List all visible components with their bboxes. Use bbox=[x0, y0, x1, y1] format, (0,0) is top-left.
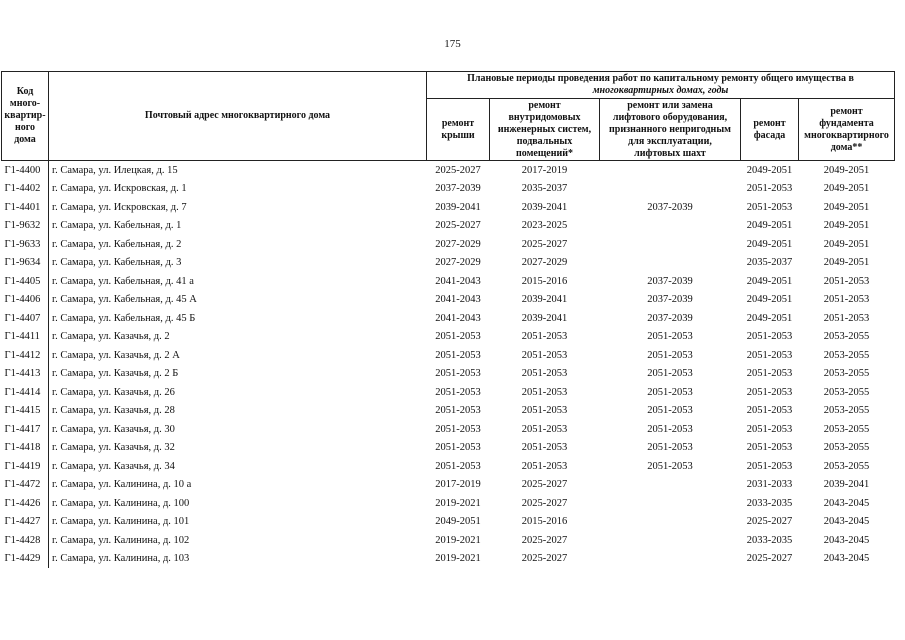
house-code-cell: Г1-4405 bbox=[2, 272, 49, 291]
facade-period-cell: 2033-2035 bbox=[746, 534, 793, 546]
systems-period-cell: 2025-2027 bbox=[521, 238, 568, 250]
roof-period-cell: 2051-2053 bbox=[435, 423, 481, 435]
roof-period-cell: 2027-2029 bbox=[435, 257, 481, 269]
table-row bbox=[2, 476, 895, 495]
systems-period-cell: 2039-2041 bbox=[521, 312, 568, 324]
address-cell: г. Самара, ул. Казачья, д. 26 bbox=[52, 386, 175, 398]
systems-period-cell: 2025-2027 bbox=[521, 497, 568, 509]
address-cell: г. Самара, ул. Кабельная, д. 1 bbox=[52, 220, 182, 232]
address-cell: г. Самара, ул. Казачья, д. 30 bbox=[52, 423, 175, 435]
roof-period-cell: 2019-2021 bbox=[435, 553, 481, 565]
table-row bbox=[2, 198, 895, 217]
header-line: помещений* bbox=[516, 147, 573, 159]
header-line: для эксплуатации, bbox=[628, 135, 712, 147]
header-facade-repair bbox=[741, 99, 799, 161]
facade-period-cell: 2049-2051 bbox=[746, 238, 793, 250]
facade-period-cell: 2025-2027 bbox=[746, 516, 793, 528]
header-line: квартир- bbox=[4, 110, 46, 121]
foundation-period-cell: 2051-2053 bbox=[823, 294, 870, 306]
foundation-period-cell: 2043-2045 bbox=[823, 534, 870, 546]
table-row bbox=[2, 383, 895, 402]
roof-period-cell: 2027-2029 bbox=[435, 238, 481, 250]
foundation-period-cell: 2039-2041 bbox=[823, 479, 870, 491]
address-cell: г. Самара, ул. Калинина, д. 102 bbox=[52, 534, 190, 546]
table-row bbox=[2, 272, 895, 291]
address-cell: г. Самара, ул. Кабельная, д. 45 Б bbox=[52, 312, 196, 324]
systems-period-cell: 2017-2019 bbox=[521, 164, 568, 176]
elevator-period-cell bbox=[600, 180, 741, 199]
foundation-period-cell: 2053-2055 bbox=[823, 423, 870, 435]
roof-period-cell: 2017-2019 bbox=[435, 479, 481, 491]
house-code-cell: Г1-4427 bbox=[2, 513, 49, 532]
header-line: много- bbox=[9, 98, 41, 109]
systems-period-cell: 2025-2027 bbox=[521, 553, 568, 565]
table-row bbox=[2, 291, 895, 310]
elevator-period-cell bbox=[600, 235, 741, 254]
elevator-period-cell: 2051-2053 bbox=[647, 442, 693, 454]
address-cell: г. Самара, ул. Калинина, д. 10 а bbox=[52, 479, 192, 491]
address-cell: г. Самара, ул. Кабельная, д. 45 А bbox=[52, 294, 197, 306]
table-row bbox=[2, 309, 895, 328]
address-cell: г. Самара, ул. Илецкая, д. 15 bbox=[52, 164, 178, 176]
table-row bbox=[2, 180, 895, 199]
roof-period-cell: 2051-2053 bbox=[435, 386, 481, 398]
address-cell: г. Самара, ул. Искровская, д. 1 bbox=[52, 183, 187, 195]
systems-period-cell: 2051-2053 bbox=[521, 386, 568, 398]
roof-period-cell: 2049-2051 bbox=[435, 516, 481, 528]
address-cell: г. Самара, ул. Казачья, д. 2 bbox=[52, 331, 170, 343]
table-body bbox=[2, 161, 895, 569]
house-code-cell: Г1-4414 bbox=[2, 383, 49, 402]
header-line: ремонт bbox=[753, 117, 786, 129]
header-planned-periods bbox=[427, 72, 895, 99]
foundation-period-cell: 2043-2045 bbox=[823, 516, 870, 528]
header-line: лифтовых шахт bbox=[634, 147, 706, 159]
systems-period-cell: 2051-2053 bbox=[521, 368, 568, 380]
systems-period-cell: 2035-2037 bbox=[521, 183, 568, 195]
foundation-period-cell: 2049-2051 bbox=[823, 164, 870, 176]
address-cell: г. Самара, ул. Искровская, д. 7 bbox=[52, 201, 187, 213]
house-code-cell: Г1-4472 bbox=[2, 476, 49, 495]
header-line: признанного непригодным bbox=[609, 123, 731, 135]
facade-period-cell: 2051-2053 bbox=[746, 349, 793, 361]
table-row bbox=[2, 402, 895, 421]
table-row bbox=[2, 346, 895, 365]
header-line: фундамента bbox=[819, 117, 874, 129]
facade-period-cell: 2033-2035 bbox=[746, 497, 793, 509]
house-code-cell: Г1-4429 bbox=[2, 550, 49, 569]
facade-period-cell: 2051-2053 bbox=[746, 183, 793, 195]
table-row bbox=[2, 420, 895, 439]
foundation-period-cell: 2053-2055 bbox=[823, 368, 870, 380]
roof-period-cell: 2041-2043 bbox=[435, 275, 481, 287]
header-address: Почтовый адрес многоквартирного дома bbox=[49, 72, 427, 161]
foundation-period-cell: 2049-2051 bbox=[823, 257, 870, 269]
facade-period-cell: 2049-2051 bbox=[746, 164, 793, 176]
elevator-period-cell: 2037-2039 bbox=[647, 201, 693, 213]
systems-period-cell: 2051-2053 bbox=[521, 349, 568, 361]
table-row bbox=[2, 457, 895, 476]
house-code-cell: Г1-4426 bbox=[2, 494, 49, 513]
foundation-period-cell: 2043-2045 bbox=[823, 553, 870, 565]
header-line: ного bbox=[14, 122, 36, 133]
house-code-cell: Г1-4428 bbox=[2, 531, 49, 550]
roof-period-cell: 2025-2027 bbox=[435, 220, 481, 232]
facade-period-cell: 2051-2053 bbox=[746, 460, 793, 472]
table-row bbox=[2, 254, 895, 273]
house-code-cell: Г1-4411 bbox=[2, 328, 49, 347]
table-row bbox=[2, 161, 895, 180]
foundation-period-cell: 2051-2053 bbox=[823, 312, 870, 324]
foundation-period-cell: 2049-2051 bbox=[823, 238, 870, 250]
header-line: внутридомовых bbox=[508, 111, 581, 123]
header-line: дома** bbox=[830, 141, 863, 153]
header-line: лифтового оборудования, bbox=[612, 111, 728, 123]
table-header bbox=[2, 72, 895, 161]
roof-period-cell: 2051-2053 bbox=[435, 405, 481, 417]
address-cell: г. Самара, ул. Кабельная, д. 41 а bbox=[52, 275, 194, 287]
facade-period-cell: 2049-2051 bbox=[746, 220, 793, 232]
header-line: крыши bbox=[441, 129, 475, 141]
systems-period-cell: 2039-2041 bbox=[521, 294, 568, 306]
header-systems-repair bbox=[490, 99, 600, 161]
house-code-cell: Г1-9633 bbox=[2, 235, 49, 254]
house-code-cell: Г1-9634 bbox=[2, 254, 49, 273]
header-planned-periods-line1: Плановые периоды проведения работ по капитальному ремонту общего имущества в bbox=[467, 73, 854, 84]
house-code-cell: Г1-4401 bbox=[2, 198, 49, 217]
roof-period-cell: 2041-2043 bbox=[435, 294, 481, 306]
elevator-period-cell bbox=[600, 217, 741, 236]
roof-period-cell: 2051-2053 bbox=[435, 349, 481, 361]
elevator-period-cell: 2051-2053 bbox=[647, 405, 693, 417]
facade-period-cell: 2051-2053 bbox=[746, 201, 793, 213]
address-cell: г. Самара, ул. Казачья, д. 2 Б bbox=[52, 368, 179, 380]
header-line: Код bbox=[16, 86, 34, 97]
foundation-period-cell: 2051-2053 bbox=[823, 275, 870, 287]
address-cell: г. Самара, ул. Калинина, д. 101 bbox=[52, 516, 190, 528]
systems-period-cell: 2015-2016 bbox=[521, 275, 568, 287]
elevator-period-cell bbox=[600, 550, 741, 569]
address-cell: г. Самара, ул. Кабельная, д. 2 bbox=[52, 238, 182, 250]
address-cell: г. Самара, ул. Калинина, д. 100 bbox=[52, 497, 190, 509]
elevator-period-cell bbox=[600, 254, 741, 273]
elevator-period-cell: 2037-2039 bbox=[647, 294, 693, 306]
elevator-period-cell bbox=[600, 531, 741, 550]
systems-period-cell: 2051-2053 bbox=[521, 442, 568, 454]
address-cell: г. Самара, ул. Казачья, д. 32 bbox=[52, 442, 175, 454]
house-code-cell: Г1-4413 bbox=[2, 365, 49, 384]
systems-period-cell: 2015-2016 bbox=[521, 516, 568, 528]
systems-period-cell: 2051-2053 bbox=[521, 331, 568, 343]
header-elevator-repair bbox=[600, 99, 741, 161]
foundation-period-cell: 2053-2055 bbox=[823, 442, 870, 454]
house-code-cell: Г1-4419 bbox=[2, 457, 49, 476]
house-code-cell: Г1-4402 bbox=[2, 180, 49, 199]
elevator-period-cell: 2037-2039 bbox=[647, 312, 693, 324]
elevator-period-cell: 2051-2053 bbox=[647, 386, 693, 398]
roof-period-cell: 2037-2039 bbox=[435, 183, 481, 195]
house-code-cell: Г1-4407 bbox=[2, 309, 49, 328]
elevator-period-cell: 2051-2053 bbox=[647, 349, 693, 361]
table-row bbox=[2, 494, 895, 513]
facade-period-cell: 2051-2053 bbox=[746, 442, 793, 454]
roof-period-cell: 2019-2021 bbox=[435, 534, 481, 546]
roof-period-cell: 2051-2053 bbox=[435, 331, 481, 343]
facade-period-cell: 2051-2053 bbox=[746, 423, 793, 435]
elevator-period-cell: 2051-2053 bbox=[647, 331, 693, 343]
header-planned-periods-line2: многоквартирных домах, годы bbox=[592, 85, 729, 96]
table-row bbox=[2, 217, 895, 236]
roof-period-cell: 2051-2053 bbox=[435, 442, 481, 454]
systems-period-cell: 2051-2053 bbox=[521, 423, 568, 435]
foundation-period-cell: 2043-2045 bbox=[823, 497, 870, 509]
address-cell: г. Самара, ул. Казачья, д. 34 bbox=[52, 460, 175, 472]
elevator-period-cell bbox=[600, 513, 741, 532]
systems-period-cell: 2025-2027 bbox=[521, 534, 568, 546]
roof-period-cell: 2051-2053 bbox=[435, 368, 481, 380]
facade-period-cell: 2051-2053 bbox=[746, 386, 793, 398]
systems-period-cell: 2039-2041 bbox=[521, 201, 568, 213]
elevator-period-cell bbox=[600, 476, 741, 495]
elevator-period-cell bbox=[600, 494, 741, 513]
house-code-cell: Г1-4418 bbox=[2, 439, 49, 458]
header-line: ремонт bbox=[441, 117, 475, 129]
table-row bbox=[2, 365, 895, 384]
house-code-cell: Г1-4406 bbox=[2, 291, 49, 310]
facade-period-cell: 2051-2053 bbox=[746, 331, 793, 343]
house-code-cell: Г1-9632 bbox=[2, 217, 49, 236]
table-row bbox=[2, 550, 895, 569]
systems-period-cell: 2023-2025 bbox=[521, 220, 568, 232]
header-line: дома bbox=[14, 134, 36, 145]
elevator-period-cell: 2051-2053 bbox=[647, 460, 693, 472]
roof-period-cell: 2051-2053 bbox=[435, 460, 481, 472]
foundation-period-cell: 2049-2051 bbox=[823, 183, 870, 195]
table-row bbox=[2, 328, 895, 347]
header-roof-repair bbox=[427, 99, 490, 161]
elevator-period-cell: 2051-2053 bbox=[647, 423, 693, 435]
facade-period-cell: 2049-2051 bbox=[746, 312, 793, 324]
address-cell: г. Самара, ул. Калинина, д. 103 bbox=[52, 553, 190, 565]
roof-period-cell: 2019-2021 bbox=[435, 497, 481, 509]
header-line: многоквартирного bbox=[804, 129, 889, 141]
systems-period-cell: 2051-2053 bbox=[521, 460, 568, 472]
header-line: ремонт или замена bbox=[627, 99, 713, 111]
table-row bbox=[2, 439, 895, 458]
address-cell: г. Самара, ул. Казачья, д. 2 А bbox=[52, 349, 180, 361]
header-line: инженерных систем, bbox=[497, 123, 592, 135]
facade-period-cell: 2035-2037 bbox=[746, 257, 793, 269]
foundation-period-cell: 2049-2051 bbox=[823, 201, 870, 213]
table-row bbox=[2, 235, 895, 254]
foundation-period-cell: 2053-2055 bbox=[823, 331, 870, 343]
foundation-period-cell: 2053-2055 bbox=[823, 349, 870, 361]
systems-period-cell: 2027-2029 bbox=[521, 257, 568, 269]
house-code-cell: Г1-4412 bbox=[2, 346, 49, 365]
roof-period-cell: 2039-2041 bbox=[435, 201, 481, 213]
facade-period-cell: 2031-2033 bbox=[746, 479, 793, 491]
facade-period-cell: 2051-2053 bbox=[746, 405, 793, 417]
header-foundation-repair bbox=[799, 99, 895, 161]
header-line: фасада bbox=[753, 129, 786, 141]
address-cell: г. Самара, ул. Кабельная, д. 3 bbox=[52, 257, 182, 269]
facade-period-cell: 2025-2027 bbox=[746, 553, 793, 565]
header-code bbox=[2, 72, 49, 161]
systems-period-cell: 2025-2027 bbox=[521, 479, 568, 491]
roof-period-cell: 2025-2027 bbox=[435, 164, 481, 176]
header-line: ремонт bbox=[528, 99, 561, 111]
house-code-cell: Г1-4415 bbox=[2, 402, 49, 421]
systems-period-cell: 2051-2053 bbox=[521, 405, 568, 417]
foundation-period-cell: 2053-2055 bbox=[823, 405, 870, 417]
foundation-period-cell: 2049-2051 bbox=[823, 220, 870, 232]
facade-period-cell: 2051-2053 bbox=[746, 368, 793, 380]
foundation-period-cell: 2053-2055 bbox=[823, 460, 870, 472]
foundation-period-cell: 2053-2055 bbox=[823, 386, 870, 398]
house-code-cell: Г1-4417 bbox=[2, 420, 49, 439]
elevator-period-cell: 2051-2053 bbox=[647, 368, 693, 380]
facade-period-cell: 2049-2051 bbox=[746, 294, 793, 306]
facade-period-cell: 2049-2051 bbox=[746, 275, 793, 287]
header-line: подвальных bbox=[516, 135, 573, 147]
table-row bbox=[2, 513, 895, 532]
capital-repair-table bbox=[1, 71, 895, 568]
elevator-period-cell bbox=[600, 161, 741, 180]
page-number: 175 bbox=[444, 38, 461, 50]
roof-period-cell: 2041-2043 bbox=[435, 312, 481, 324]
header-line: ремонт bbox=[830, 105, 863, 117]
table-row bbox=[2, 531, 895, 550]
elevator-period-cell: 2037-2039 bbox=[647, 275, 693, 287]
house-code-cell: Г1-4400 bbox=[2, 161, 49, 180]
address-cell: г. Самара, ул. Казачья, д. 28 bbox=[52, 405, 175, 417]
